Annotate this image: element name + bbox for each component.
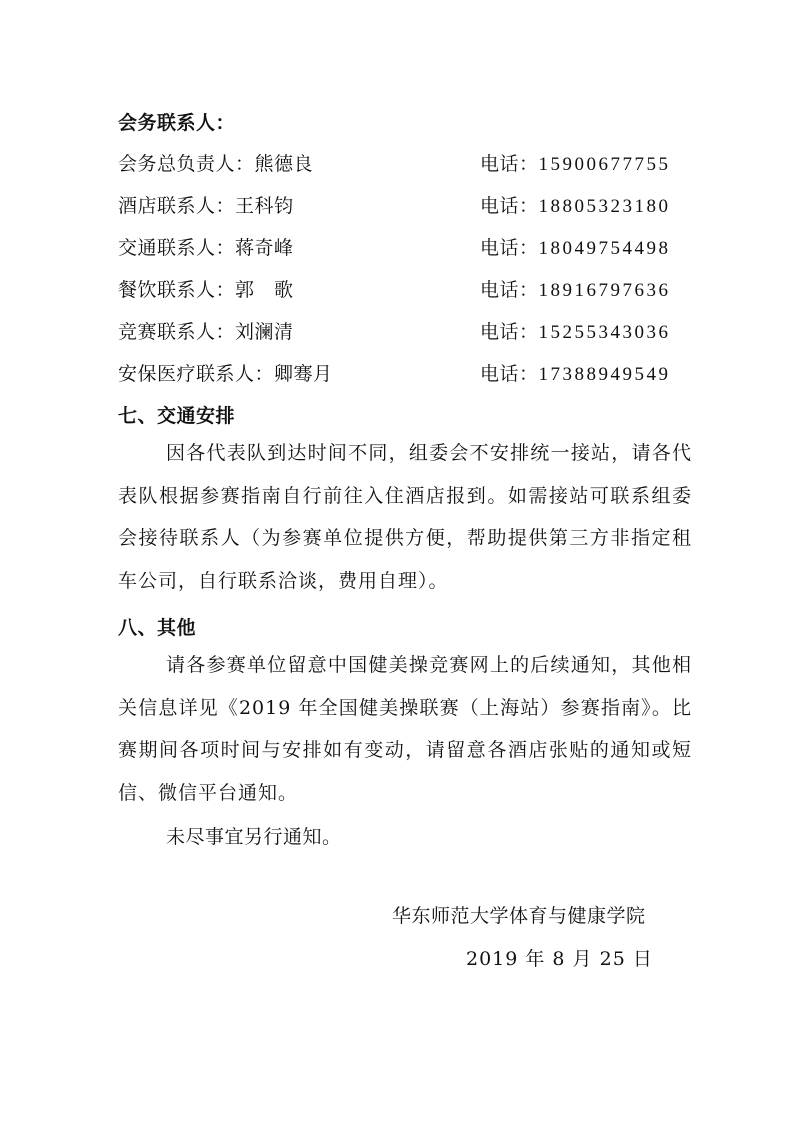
phone-number: 18805323180: [538, 196, 671, 217]
phone-label: 电话：: [480, 321, 539, 343]
phone-number: 18916797636: [538, 280, 671, 301]
contact-phone: [480, 359, 671, 386]
contact-row: [118, 317, 698, 347]
contact-name: 会务总负责人：熊德良: [118, 153, 314, 175]
contacts-heading: 会务联系人：: [118, 112, 236, 134]
contact-phone: [480, 191, 671, 218]
closing-note: 未尽事宜另行通知。: [166, 826, 342, 848]
contact-phone: [480, 233, 671, 260]
contact-name: 酒店联系人：王科钧: [118, 195, 294, 217]
phone-number: 17388949549: [538, 364, 671, 385]
section-7-heading: 七、交通安排: [118, 405, 236, 427]
contact-name: 竞赛联系人：刘澜清: [118, 321, 294, 343]
contact-phone: [480, 275, 671, 302]
contact-phone: [480, 149, 671, 176]
contact-row: [118, 359, 698, 389]
signature-date: 2019 年 8 月 25 日: [466, 948, 653, 970]
contact-name: 安保医疗联系人：卿骞月: [118, 363, 333, 385]
signature-organization: 华东师范大学体育与健康学院: [392, 905, 646, 927]
contact-row: [118, 191, 698, 221]
phone-number: 15900677755: [538, 154, 671, 175]
contact-name: 交通联系人：蒋奇峰: [118, 237, 294, 259]
phone-number: 15255343036: [538, 322, 671, 343]
phone-label: 电话：: [480, 195, 539, 217]
section-7-body: 因各代表队到达时间不同，组委会不安排统一接站，请各代表队根据参赛指南自行前往入住酒店报到。如需接站可联系组委会接待联系人（为参赛单位提供方便，帮助提供第三方非指定租车公司，自行联系洽谈，费用自理）。: [118, 442, 692, 592]
contact-phone: [480, 317, 671, 344]
contact-row: [118, 233, 698, 263]
phone-label: 电话：: [480, 279, 539, 301]
section-8-heading: 八、其他: [118, 617, 197, 639]
contact-name: 餐饮联系人：郭 歌: [118, 279, 294, 301]
phone-label: 电话：: [480, 363, 539, 385]
phone-number: 18049754498: [538, 238, 671, 259]
contact-row: [118, 275, 698, 305]
contact-row: [118, 149, 698, 179]
phone-label: 电话：: [480, 237, 539, 259]
section-8-body: 请各参赛单位留意中国健美操竞赛网上的后续通知，其他相关信息详见《2019 年全国健美操联赛（上海站）参赛指南》。比赛期间各项时间与安排如有变动，请留意各酒店张贴的通知或短信、微信平台通知。: [118, 654, 692, 804]
phone-label: 电话：: [480, 153, 539, 175]
